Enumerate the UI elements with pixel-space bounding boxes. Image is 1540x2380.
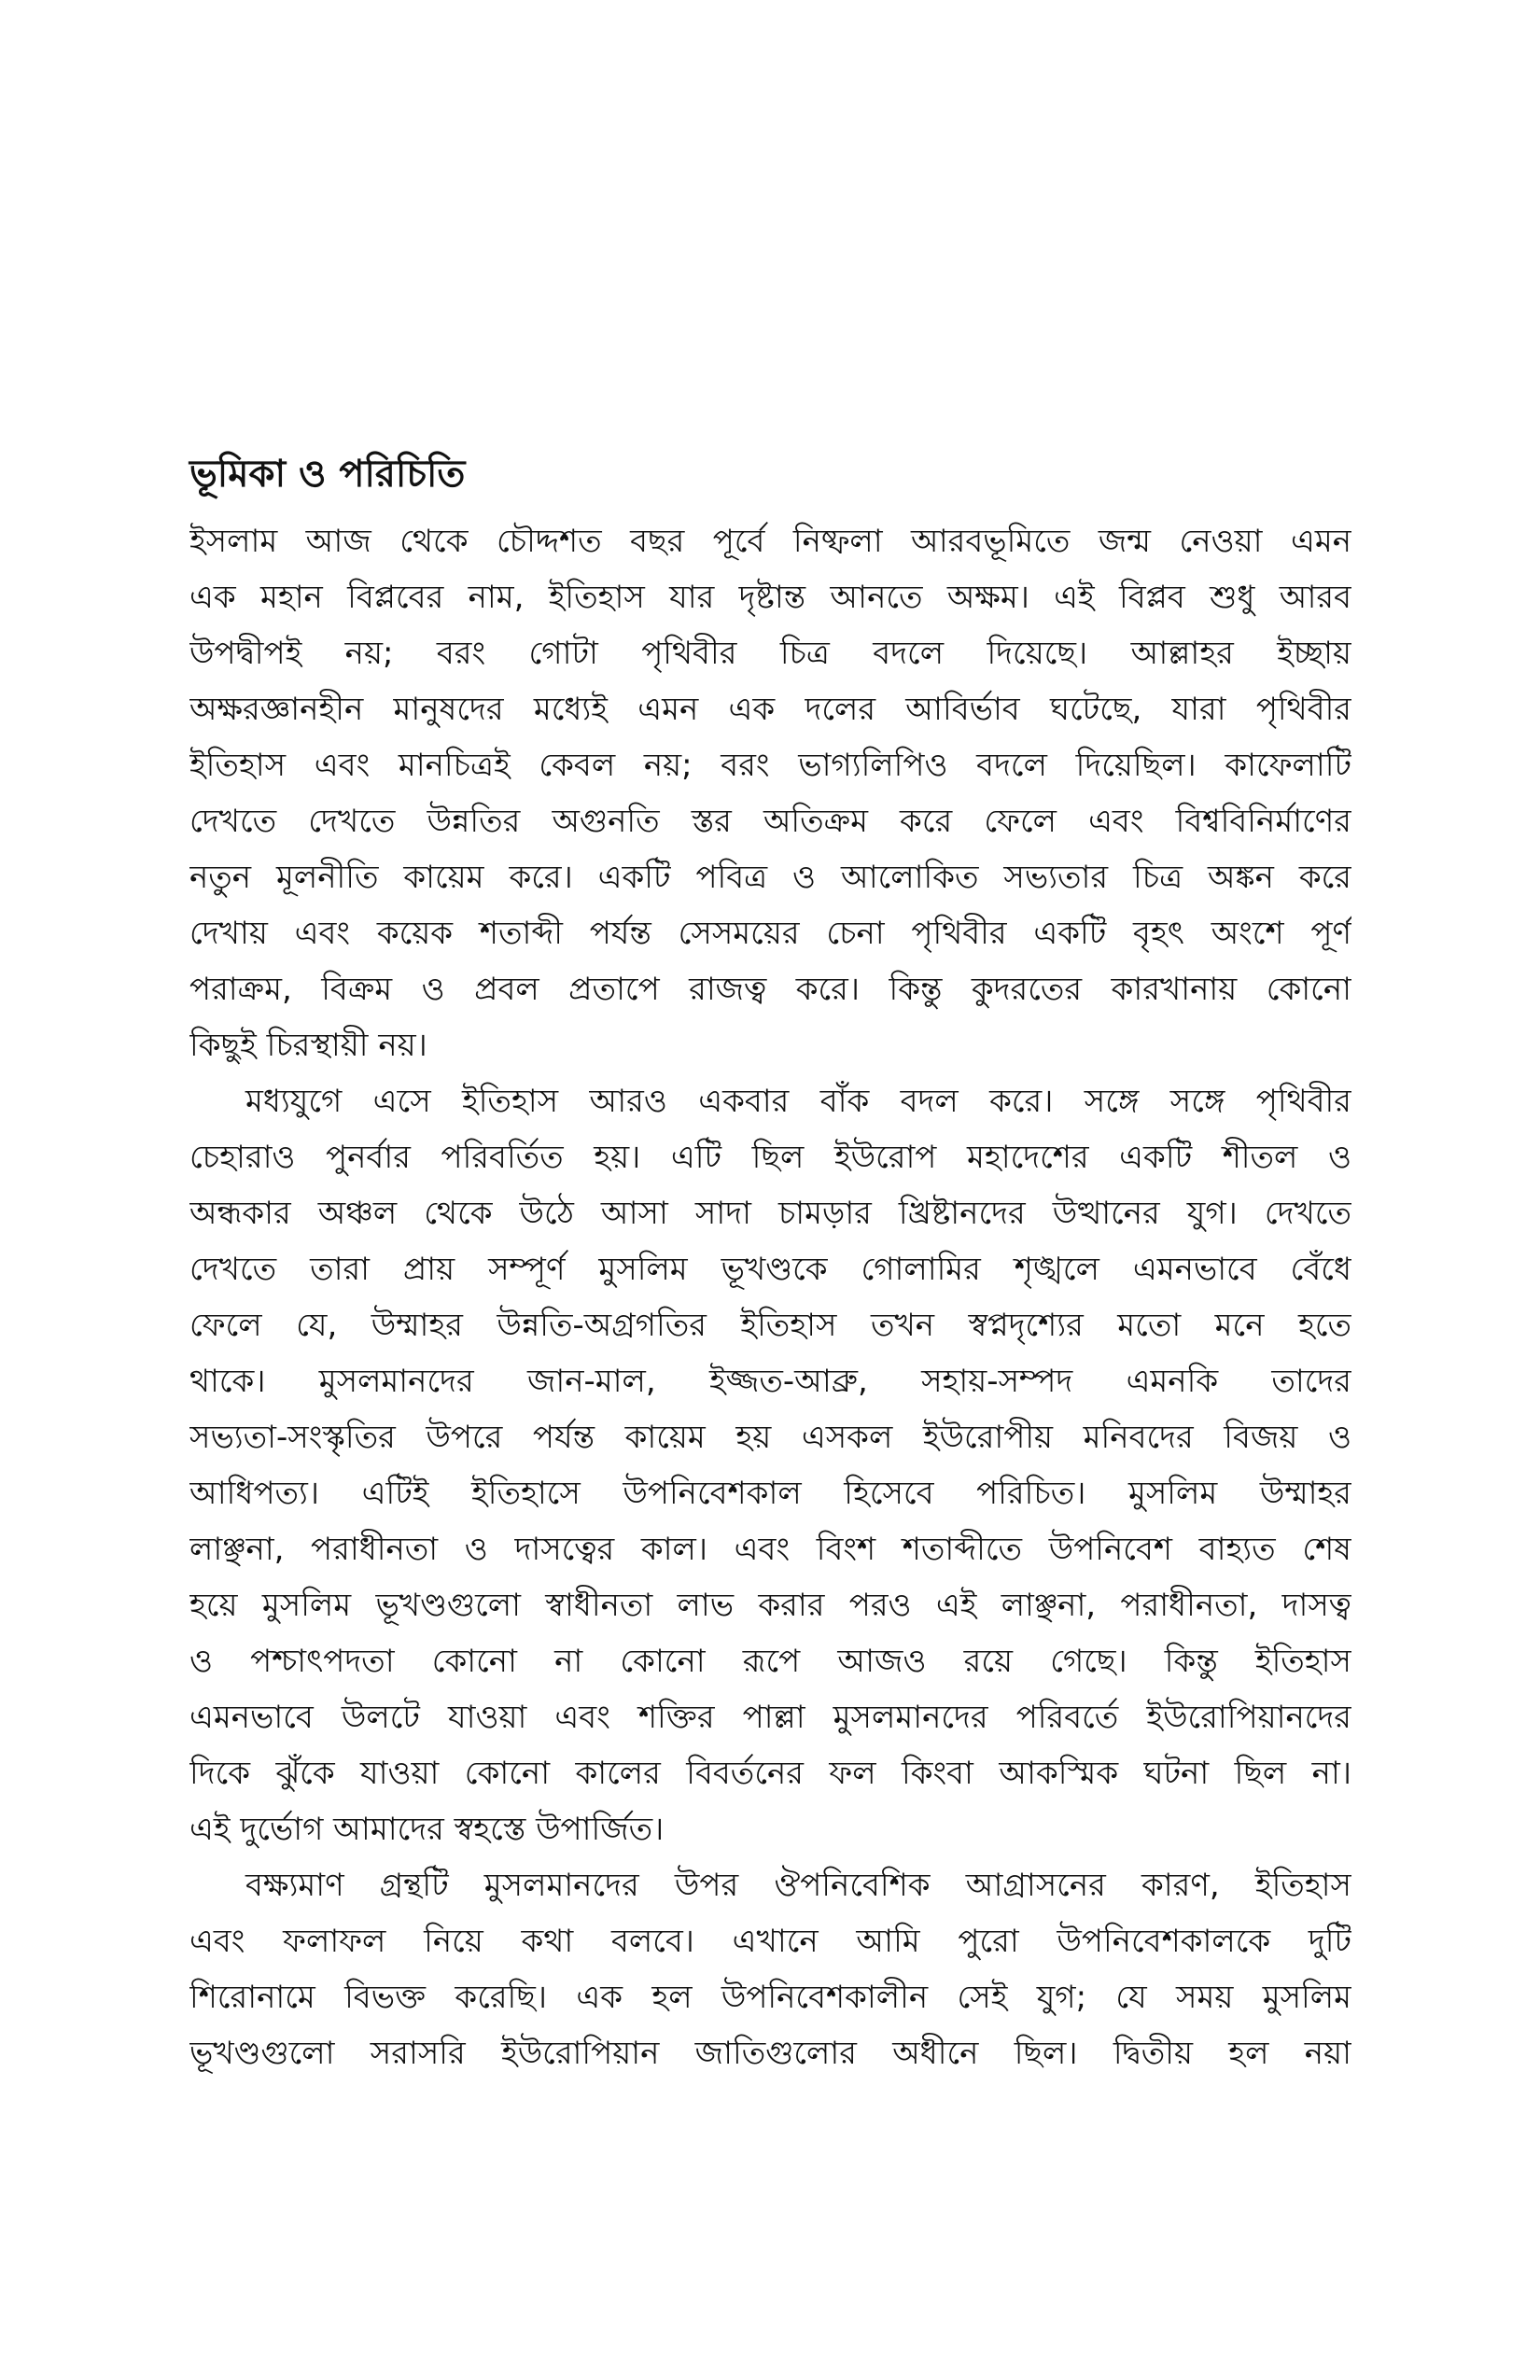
text-line: এবং ফলাফল নিয়ে কথা বলবে। এখানে আমি পুরো উপনিবেশকালকে দুটি xyxy=(189,1923,1351,1960)
text-line: উপদ্বীপই নয়; বরং গোটা পৃথিবীর চিত্র বদলে দিয়েছে। আল্লাহর ইচ্ছায় xyxy=(189,635,1351,672)
page-heading: ভূমিকা ও পরিচিতি xyxy=(189,453,466,496)
text-line: দেখতে দেখতে উন্নতির অগুনতি স্তর অতিক্রম করে ফেলে এবং বিশ্ববিনির্মাণের xyxy=(189,803,1351,840)
body-text xyxy=(189,513,1351,2081)
text-line: হয়ে মুসলিম ভূখণ্ডগুলো স্বাধীনতা লাভ করার পরও এই লাঞ্ছনা, পরাধীনতা, দাসত্ব xyxy=(189,1587,1351,1624)
text-line: শিরোনামে বিভক্ত করেছি। এক হল উপনিবেশকালীন সেই যুগ; যে সময় মুসলিম xyxy=(189,1979,1351,2016)
paragraph-3 xyxy=(189,1857,1351,2081)
text-line: ইসলাম আজ থেকে চৌদ্দশত বছর পূর্বে নিষ্ফলা আরবভূমিতে জন্ম নেওয়া এমন xyxy=(189,523,1351,560)
text-line: অন্ধকার অঞ্চল থেকে উঠে আসা সাদা চামড়ার খ্রিষ্টানদের উত্থানের যুগ। দেখতে xyxy=(189,1195,1351,1232)
paragraph-2 xyxy=(189,1073,1351,1857)
text-line: দেখতে তারা প্রায় সম্পূর্ণ মুসলিম ভূখণ্ডকে গোলামির শৃঙ্খলে এমনভাবে বেঁধে xyxy=(189,1251,1351,1288)
text-line: চেহারাও পুনর্বার পরিবর্তিত হয়। এটি ছিল ইউরোপ মহাদেশের একটি শীতল ও xyxy=(189,1139,1351,1176)
text-line: অক্ষরজ্ঞানহীন মানুষদের মধ্যেই এমন এক দলের আবির্ভাব ঘটেছে, যারা পৃথিবীর xyxy=(189,691,1351,728)
text-line: এক মহান বিপ্লবের নাম, ইতিহাস যার দৃষ্টান্ত আনতে অক্ষম। এই বিপ্লব শুধু আরব xyxy=(189,579,1351,616)
text-line: কিছুই চিরস্থায়ী নয়। xyxy=(189,1027,427,1064)
text-line: এই দুর্ভোগ আমাদের স্বহস্তে উপার্জিত। xyxy=(189,1811,665,1848)
text-line: ভূখণ্ডগুলো সরাসরি ইউরোপিয়ান জাতিগুলোর অধীনে ছিল। দ্বিতীয় হল নয়া xyxy=(189,2035,1351,2072)
text-line: ফেলে যে, উম্মাহর উন্নতি-অগ্রগতির ইতিহাস তখন স্বপ্নদৃশ্যের মতো মনে হতে xyxy=(189,1307,1351,1344)
text-line: ও পশ্চাৎপদতা কোনো না কোনো রূপে আজও রয়ে গেছে। কিন্তু ইতিহাস xyxy=(189,1643,1351,1680)
text-line: বক্ষ্যমাণ গ্রন্থটি মুসলমানদের উপর ঔপনিবেশিক আগ্রাসনের কারণ, ইতিহাস xyxy=(245,1867,1351,1904)
text-line: মধ্যযুগে এসে ইতিহাস আরও একবার বাঁক বদল করে। সঙ্গে সঙ্গে পৃথিবীর xyxy=(245,1083,1351,1120)
text-line: নতুন মূলনীতি কায়েম করে। একটি পবিত্র ও আলোকিত সভ্যতার চিত্র অঙ্কন করে xyxy=(189,859,1351,896)
text-line: দেখায় এবং কয়েক শতাব্দী পর্যন্ত সেসময়ের চেনা পৃথিবীর একটি বৃহৎ অংশে পূর্ণ xyxy=(189,915,1351,952)
text-line: সভ্যতা-সংস্কৃতির উপরে পর্যন্ত কায়েম হয় এসকল ইউরোপীয় মনিবদের বিজয় ও xyxy=(189,1419,1351,1456)
text-line: ইতিহাস এবং মানচিত্রই কেবল নয়; বরং ভাগ্যলিপিও বদলে দিয়েছিল। কাফেলাটি xyxy=(189,747,1351,784)
paragraph-1 xyxy=(189,513,1351,1073)
text-line: আধিপত্য। এটিই ইতিহাসে উপনিবেশকাল হিসেবে পরিচিত। মুসলিম উম্মাহর xyxy=(189,1475,1351,1512)
text-line: দিকে ঝুঁকে যাওয়া কোনো কালের বিবর্তনের ফল কিংবা আকস্মিক ঘটনা ছিল না। xyxy=(189,1755,1351,1792)
text-line: পরাক্রম, বিক্রম ও প্রবল প্রতাপে রাজত্ব করে। কিন্তু কুদরতের কারখানায় কোনো xyxy=(189,971,1351,1008)
text-line: লাঞ্ছনা, পরাধীনতা ও দাসত্বের কাল। এবং বিংশ শতাব্দীতে উপনিবেশ বাহ্যত শেষ xyxy=(189,1531,1351,1568)
text-line: থাকে। মুসলমানদের জান-মাল, ইজ্জত-আব্রু, সহায়-সম্পদ এমনকি তাদের xyxy=(189,1363,1351,1400)
text-line: এমনভাবে উলটে যাওয়া এবং শক্তির পাল্লা মুসলমানদের পরিবর্তে ইউরোপিয়ানদের xyxy=(189,1699,1351,1736)
